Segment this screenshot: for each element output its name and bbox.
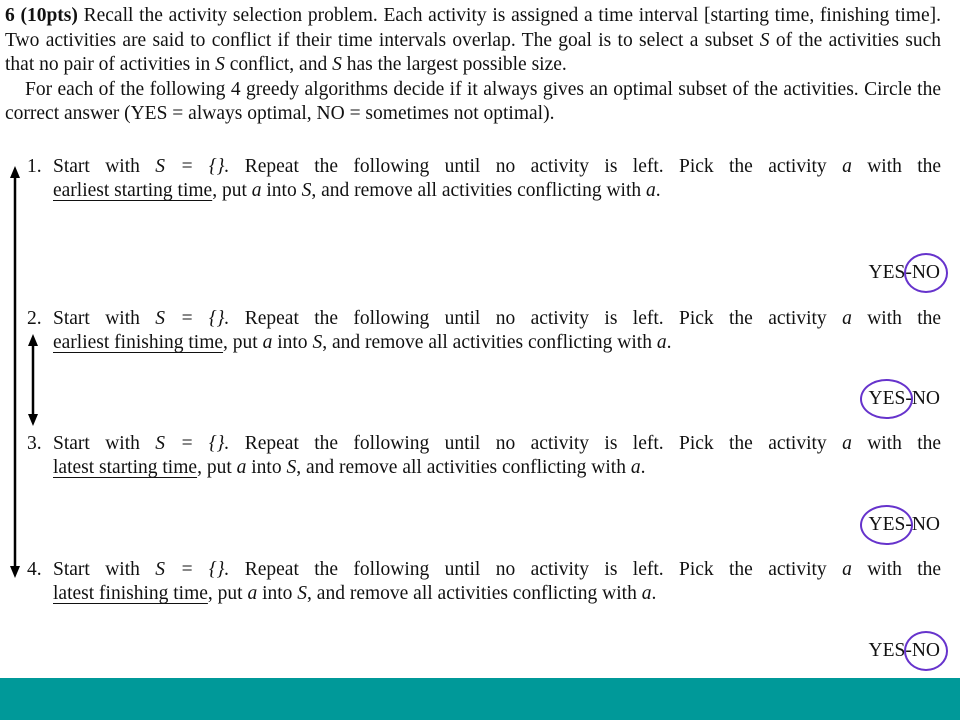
answer-no[interactable]: NO: [911, 388, 940, 409]
answer-yes[interactable]: YES: [868, 388, 906, 409]
answer-separator: -: [905, 640, 912, 661]
answer-yes[interactable]: YES: [868, 640, 906, 661]
item-text-line1: Start with S = {}. Repeat the following until no activity is left. Pick the activity a with the: [53, 433, 942, 454]
arrow-head-up-short: [28, 334, 38, 346]
answer-separator: -: [905, 262, 912, 283]
question-points: (10pts): [20, 5, 78, 26]
item-text-line2: latest finishing time, put a into S, and remove all activities conflicting with a.: [53, 583, 657, 604]
answer-no[interactable]: NO: [911, 514, 940, 535]
item-number: 3.: [27, 433, 42, 454]
answer-separator: -: [905, 514, 912, 535]
item-text-line1: Start with S = {}. Repeat the following until no activity is left. Pick the activity a with the: [53, 156, 942, 177]
item-criterion: latest finishing time: [53, 583, 208, 604]
item-text-line1: Start with S = {}. Repeat the following until no activity is left. Pick the activity a with the: [53, 308, 942, 329]
answer-yes[interactable]: YES: [868, 262, 906, 283]
algorithm-item-4: [27, 558, 941, 606]
intro-paragraph-2: For each of the following 4 greedy algorithms decide if it always gives an optimal subset of the activities. Circle the correct answer (YES = always optimal, NO = sometimes not optimal).: [5, 78, 941, 124]
item-number: 4.: [27, 559, 42, 580]
answer-no[interactable]: NO: [911, 262, 940, 283]
item-text-line1: Start with S = {}. Repeat the following until no activity is left. Pick the activity a with the: [53, 559, 942, 580]
footer-bar: [0, 678, 960, 720]
answer-choice-4: [868, 640, 940, 662]
arrow-head-up-long: [10, 166, 20, 178]
answer-yes[interactable]: YES: [868, 514, 906, 535]
question-number: 6: [5, 5, 15, 26]
answer-no[interactable]: NO: [911, 640, 940, 661]
answer-choice-2: [868, 388, 940, 410]
question-intro: [5, 4, 941, 127]
answer-separator: -: [905, 388, 912, 409]
item-criterion: latest starting time: [53, 457, 198, 478]
item-text-line2: earliest starting time, put a into S, and remove all activities conflicting with a.: [53, 180, 661, 201]
item-text-line2: latest starting time, put a into S, and remove all activities conflicting with a.: [53, 457, 646, 478]
item-number: 2.: [27, 308, 42, 329]
annotation-arrows: [0, 0, 60, 678]
arrow-head-down-long: [10, 566, 20, 578]
answer-choice-3: [868, 514, 940, 536]
arrow-head-down-short: [28, 414, 38, 426]
algorithm-item-1: [27, 155, 941, 203]
item-criterion: earliest finishing time: [53, 332, 224, 353]
algorithm-item-2: [27, 307, 941, 355]
algorithm-item-3: [27, 432, 941, 480]
answer-choice-1: [868, 262, 940, 284]
item-text-line2: earliest finishing time, put a into S, and remove all activities conflicting with a.: [53, 332, 672, 353]
item-criterion: earliest starting time: [53, 180, 213, 201]
item-number: 1.: [27, 156, 42, 177]
intro-paragraph-1: 6 (10pts) Recall the activity selection problem. Each activity is assigned a time interval [starting time, finishing time]. Two activities are said to conflict if their time intervals overlap. The goal is to select a subset S of the activities such that no pair of activities in S conflict, and S has the largest possible size.: [5, 5, 942, 75]
